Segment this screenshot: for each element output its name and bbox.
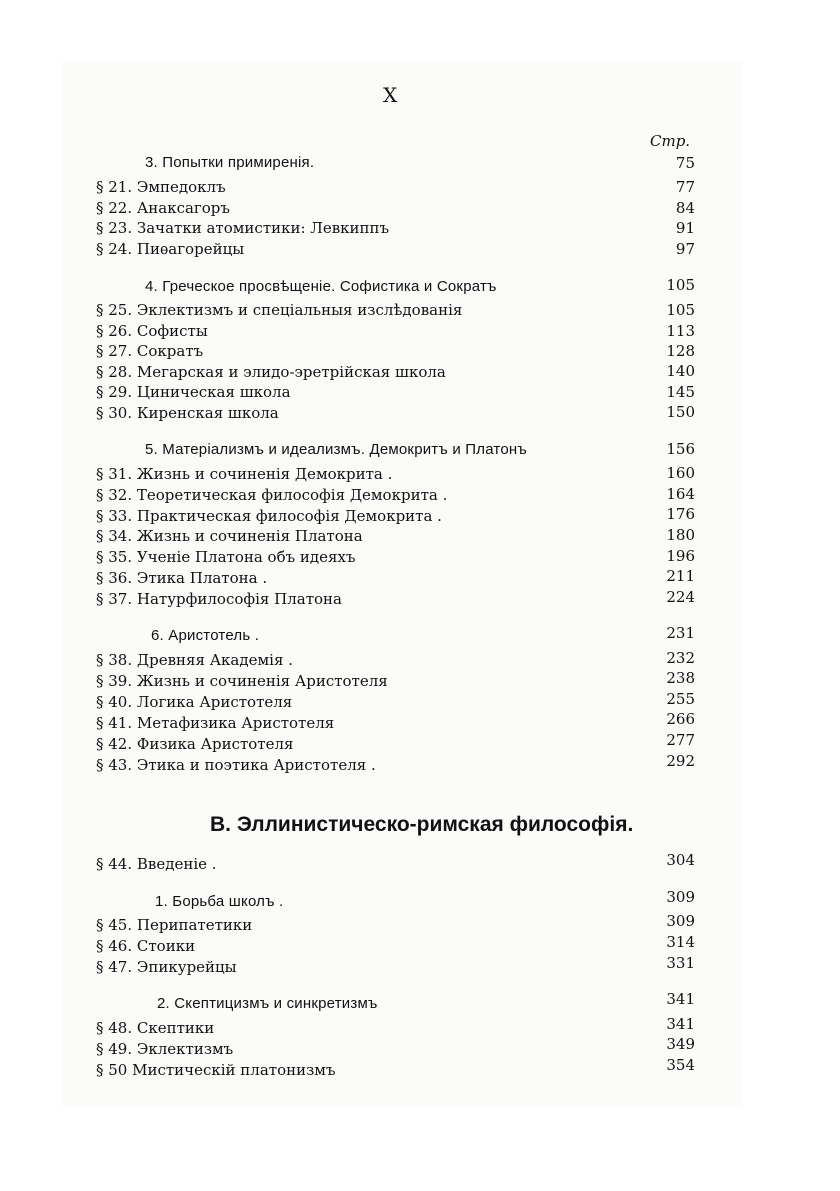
toc-page: 354 xyxy=(666,1056,695,1074)
toc-page: 77 xyxy=(675,178,695,196)
page-number: X xyxy=(383,83,398,107)
toc-page: 277 xyxy=(666,731,695,749)
toc-page: 211 xyxy=(666,567,695,585)
toc-entry: § 29. Циническая школа xyxy=(96,383,291,401)
toc-page: 341 xyxy=(666,1015,695,1033)
section-heading: 3. Попытки примиренія. xyxy=(145,154,315,171)
toc-page: 97 xyxy=(675,240,695,258)
toc-page: 105 xyxy=(666,301,695,319)
toc-entry: § 36. Этика Платона . xyxy=(96,569,268,587)
toc-entry: § 31. Жизнь и сочиненія Демокрита . xyxy=(96,465,393,483)
toc-entry: § 38. Древняя Академія . xyxy=(96,651,293,669)
toc-entry: § 33. Практическая философія Демокрита . xyxy=(96,507,442,525)
toc-entry: § 24. Пиѳагорейцы xyxy=(96,240,245,258)
toc-page: 309 xyxy=(666,912,695,930)
section-page: 105 xyxy=(666,276,695,294)
toc-page: 255 xyxy=(666,690,695,708)
section-page: 156 xyxy=(666,440,695,458)
section-page: 309 xyxy=(666,888,695,906)
section-heading: 6. Аристотель . xyxy=(151,627,260,644)
section-heading: 4. Греческое просвѣщеніе. Софистика и Сократъ xyxy=(145,278,497,295)
toc-entry: § 44. Введеніе . xyxy=(96,855,217,873)
toc-page: 232 xyxy=(666,649,695,667)
toc-page: 180 xyxy=(666,526,695,544)
toc-page: 91 xyxy=(675,219,695,237)
toc-page: 150 xyxy=(666,403,695,421)
section-heading: 1. Борьба школъ . xyxy=(155,893,284,910)
toc-entry: § 37. Натурфилософія Платона xyxy=(96,590,342,608)
toc-entry: § 23. Зачатки атомистики: Левкиппъ xyxy=(96,219,390,237)
toc-entry: § 34. Жизнь и сочиненія Платона xyxy=(96,527,363,545)
toc-entry: § 49. Эклектизмъ xyxy=(96,1040,234,1058)
toc-entry: § 40. Логика Аристотеля xyxy=(96,693,293,711)
toc-page: 238 xyxy=(666,669,695,687)
toc-page: 160 xyxy=(666,464,695,482)
toc-entry: § 43. Этика и поэтика Аристотеля . xyxy=(96,756,376,774)
toc-page: 176 xyxy=(666,505,695,523)
section-page: 341 xyxy=(666,990,695,1008)
toc-entry: § 41. Метафизика Аристотеля xyxy=(96,714,335,732)
toc-page: 331 xyxy=(666,954,695,972)
toc-page: 113 xyxy=(666,322,695,340)
toc-page: 292 xyxy=(666,752,695,770)
toc-page: 196 xyxy=(666,547,695,565)
page-column-label: Стр. xyxy=(650,132,691,150)
toc-page: 304 xyxy=(666,851,695,869)
toc-entry: § 30. Киренская школа xyxy=(96,404,279,422)
toc-entry: § 32. Теоретическая философія Демокрита . xyxy=(96,486,448,504)
section-heading: 5. Матеріализмъ и идеализмъ. Демокритъ и Платонъ xyxy=(145,441,527,458)
section-page: 231 xyxy=(666,624,695,642)
toc-entry: § 25. Эклектизмъ и спеціальныя изслѣдованія xyxy=(96,301,463,319)
toc-entry: § 46. Стоики xyxy=(96,937,196,955)
section-heading: 2. Скептицизмъ и синкретизмъ xyxy=(157,995,378,1012)
toc-entry: § 47. Эпикурейцы xyxy=(96,958,237,976)
toc-page: 314 xyxy=(666,933,695,951)
toc-entry: § 21. Эмпедоклъ xyxy=(96,178,226,196)
toc-entry: § 22. Анаксагоръ xyxy=(96,199,230,217)
toc-entry: § 45. Перипатетики xyxy=(96,916,253,934)
toc-entry: § 35. Ученіе Платона объ идеяхъ xyxy=(96,548,356,566)
toc-entry: § 28. Мегарская и элидо-эретрійская школа xyxy=(96,363,446,381)
toc-entry: § 26. Софисты xyxy=(96,322,208,340)
toc-entry: § 48. Скептики xyxy=(96,1019,215,1037)
toc-entry: § 27. Сократъ xyxy=(96,342,204,360)
toc-page: 164 xyxy=(666,485,695,503)
toc-page: 84 xyxy=(675,199,695,217)
toc-entry: § 50 Мистическій платонизмъ xyxy=(96,1061,336,1079)
part-heading: В. Эллинистическо-римская философія. xyxy=(210,813,634,836)
toc-page: 349 xyxy=(666,1035,695,1053)
toc-page: 145 xyxy=(666,383,695,401)
toc-page: 140 xyxy=(666,362,695,380)
toc-page: 128 xyxy=(666,342,695,360)
toc-page: 224 xyxy=(666,588,695,606)
section-page: 75 xyxy=(675,154,695,172)
toc-entry: § 39. Жизнь и сочиненія Аристотеля xyxy=(96,672,388,690)
toc-entry: § 42. Физика Аристотеля xyxy=(96,735,294,753)
toc-page: 266 xyxy=(666,710,695,728)
